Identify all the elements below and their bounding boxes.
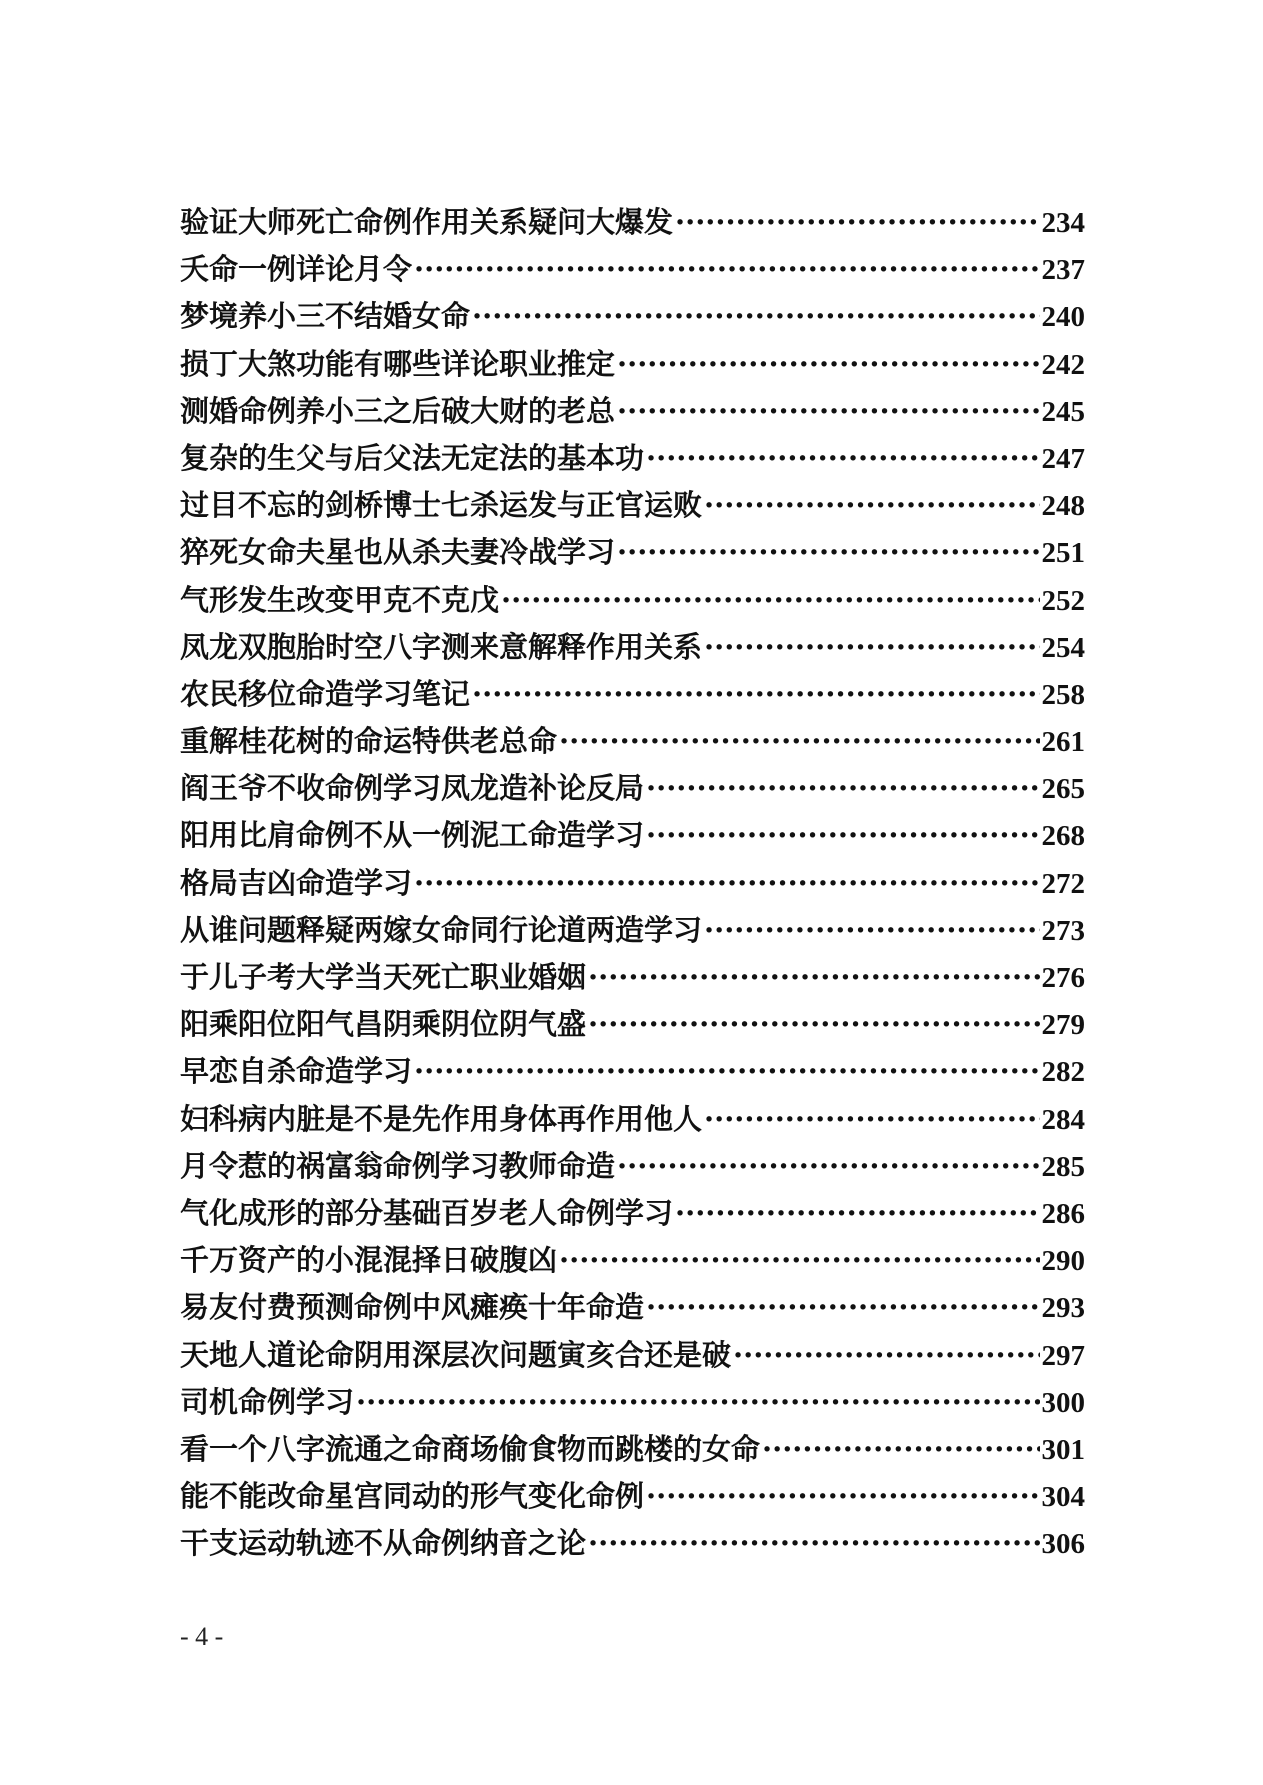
dot-leader	[733, 1338, 1039, 1372]
toc-entry	[180, 1427, 1085, 1474]
toc-entry	[180, 1380, 1085, 1427]
toc-entry-page: 251	[1041, 537, 1085, 570]
dot-leader	[704, 913, 1039, 947]
dot-leader	[588, 1007, 1039, 1041]
toc-entry-title: 损丁大煞功能有哪些详论职业推定	[180, 346, 616, 381]
toc-entry-page: 245	[1041, 395, 1085, 428]
dot-leader	[704, 488, 1039, 522]
toc-entry-title: 阳乘阳位阳气昌阴乘阴位阴气盛	[180, 1007, 587, 1042]
toc-entry-page: 265	[1041, 773, 1085, 806]
toc-entry-page: 254	[1041, 631, 1085, 664]
toc-entry-title: 夭命一例详论月令	[180, 252, 413, 287]
toc-entry-title: 过目不忘的剑桥博士七杀运发与正官运败	[180, 488, 703, 523]
toc-entry-page: 297	[1041, 1339, 1085, 1372]
toc-entry-page: 252	[1041, 584, 1085, 617]
toc-entry-page: 234	[1041, 207, 1085, 239]
toc-entry	[180, 1238, 1085, 1285]
toc-entry-title: 从谁问题释疑两嫁女命同行论道两造学习	[180, 912, 703, 947]
toc-entry-page: 242	[1041, 348, 1085, 381]
toc-entry-title: 复杂的生父与后父法无定法的基本功	[180, 440, 645, 475]
dot-leader	[617, 394, 1039, 428]
page-number: - 4 -	[180, 1622, 224, 1651]
toc-entry	[180, 1097, 1085, 1144]
toc-entry-title: 农民移位命造学习笔记	[180, 676, 471, 711]
toc-entry-title: 月令惹的祸富翁命例学习教师命造	[180, 1148, 616, 1183]
dot-leader	[588, 960, 1039, 994]
toc-entry-title: 妇科病内脏是不是先作用身体再作用他人	[180, 1101, 703, 1136]
toc-entry-title: 猝死女命夫星也从杀夫妻冷战学习	[180, 535, 616, 570]
toc-entry-page: 248	[1041, 490, 1085, 523]
toc-entry-title: 阳用比肩命例不从一例泥工命造学习	[180, 818, 645, 853]
toc-entry-title: 凤龙双胞胎时空八字测来意解释作用关系	[180, 629, 703, 664]
toc-entry	[180, 200, 1085, 247]
toc-entry-page: 306	[1041, 1528, 1085, 1561]
toc-entry-page: 240	[1041, 301, 1085, 334]
toc-entry	[180, 436, 1085, 483]
toc-entry-title: 重解桂花树的命运特供老总命	[180, 724, 558, 759]
table-of-contents	[180, 200, 1085, 1568]
toc-entry	[180, 1049, 1085, 1096]
dot-leader	[675, 205, 1039, 239]
dot-leader	[414, 866, 1039, 900]
toc-entry	[180, 247, 1085, 294]
toc-entry	[180, 1002, 1085, 1049]
toc-entry-title: 天地人道论命阴用深层次问题寅亥合还是破	[180, 1337, 732, 1372]
dot-leader	[559, 1243, 1039, 1277]
dot-leader	[472, 677, 1039, 711]
toc-entry-page: 285	[1041, 1150, 1085, 1183]
toc-entry-title: 早恋自杀命造学习	[180, 1054, 413, 1089]
toc-entry	[180, 483, 1085, 530]
toc-entry-page: 300	[1041, 1386, 1085, 1419]
toc-entry	[180, 813, 1085, 860]
toc-entry-page: 304	[1041, 1481, 1085, 1514]
toc-entry	[180, 955, 1085, 1002]
dot-leader	[617, 1149, 1039, 1183]
toc-entry-page: 272	[1041, 867, 1085, 900]
toc-entry	[180, 1333, 1085, 1380]
toc-entry	[180, 861, 1085, 908]
toc-entry	[180, 1521, 1085, 1568]
toc-entry	[180, 530, 1085, 577]
dot-leader	[472, 299, 1039, 333]
dot-leader	[646, 771, 1039, 805]
toc-entry-title: 气形发生改变甲克不克戊	[180, 582, 500, 617]
dot-leader	[414, 1054, 1039, 1088]
toc-entry-title: 阎王爷不收命例学习凤龙造补论反局	[180, 771, 645, 806]
toc-entry-title: 梦境养小三不结婚女命	[180, 299, 471, 334]
toc-entry	[180, 1191, 1085, 1238]
toc-entry	[180, 719, 1085, 766]
toc-entry	[180, 1285, 1085, 1332]
toc-entry-title: 看一个八字流通之命商场偷食物而跳楼的女命	[180, 1431, 761, 1466]
toc-entry	[180, 1474, 1085, 1521]
dot-leader	[501, 583, 1039, 617]
toc-entry-page: 258	[1041, 678, 1085, 711]
dot-leader	[704, 630, 1039, 664]
toc-entry-page: 284	[1041, 1103, 1085, 1136]
toc-entry	[180, 342, 1085, 389]
toc-entry-title: 干支运动轨迹不从命例纳音之论	[180, 1526, 587, 1561]
dot-leader	[646, 1479, 1039, 1513]
toc-entry-title: 司机命例学习	[180, 1384, 355, 1419]
toc-entry-title: 于儿子考大学当天死亡职业婚姻	[180, 960, 587, 994]
toc-entry-title: 气化成形的部分基础百岁老人命例学习	[180, 1195, 674, 1230]
toc-entry	[180, 1144, 1085, 1191]
toc-entry-page: 247	[1041, 442, 1085, 475]
dot-leader	[588, 1526, 1039, 1560]
toc-entry-title: 千万资产的小混混择日破腹凶	[180, 1243, 558, 1278]
toc-entry	[180, 578, 1085, 625]
toc-entry-page: 279	[1041, 1009, 1085, 1042]
toc-entry-page: 301	[1041, 1433, 1085, 1466]
dot-leader	[414, 252, 1039, 286]
dot-leader	[559, 724, 1039, 758]
toc-entry-page: 293	[1041, 1292, 1085, 1325]
toc-entry	[180, 625, 1085, 672]
toc-entry-page: 273	[1041, 914, 1085, 947]
toc-entry	[180, 672, 1085, 719]
toc-entry-page: 286	[1041, 1197, 1085, 1230]
toc-entry	[180, 389, 1085, 436]
toc-entry-page: 290	[1041, 1245, 1085, 1278]
toc-entry-page: 282	[1041, 1056, 1085, 1089]
dot-leader	[646, 1290, 1039, 1324]
toc-entry-page: 261	[1041, 726, 1085, 759]
toc-entry-title: 测婚命例养小三之后破大财的老总	[180, 393, 616, 428]
dot-leader	[762, 1432, 1039, 1466]
dot-leader	[617, 347, 1039, 381]
toc-entry-page: 268	[1041, 820, 1085, 853]
toc-entry-page: 276	[1041, 962, 1085, 994]
toc-entry-title: 验证大师死亡命例作用关系疑问大爆发	[180, 205, 674, 239]
toc-entry	[180, 908, 1085, 955]
toc-entry-title: 格局吉凶命造学习	[180, 865, 413, 900]
dot-leader	[675, 1196, 1039, 1230]
toc-entry-title: 易友付费预测命例中风瘫痪十年命造	[180, 1290, 645, 1325]
dot-leader	[617, 535, 1039, 569]
toc-entry	[180, 766, 1085, 813]
dot-leader	[356, 1385, 1039, 1419]
dot-leader	[646, 441, 1039, 475]
toc-entry-title: 能不能改命星宫同动的形气变化命例	[180, 1479, 645, 1514]
dot-leader	[646, 818, 1039, 852]
dot-leader	[704, 1102, 1039, 1136]
toc-entry	[180, 294, 1085, 341]
toc-entry-page: 237	[1041, 254, 1085, 287]
